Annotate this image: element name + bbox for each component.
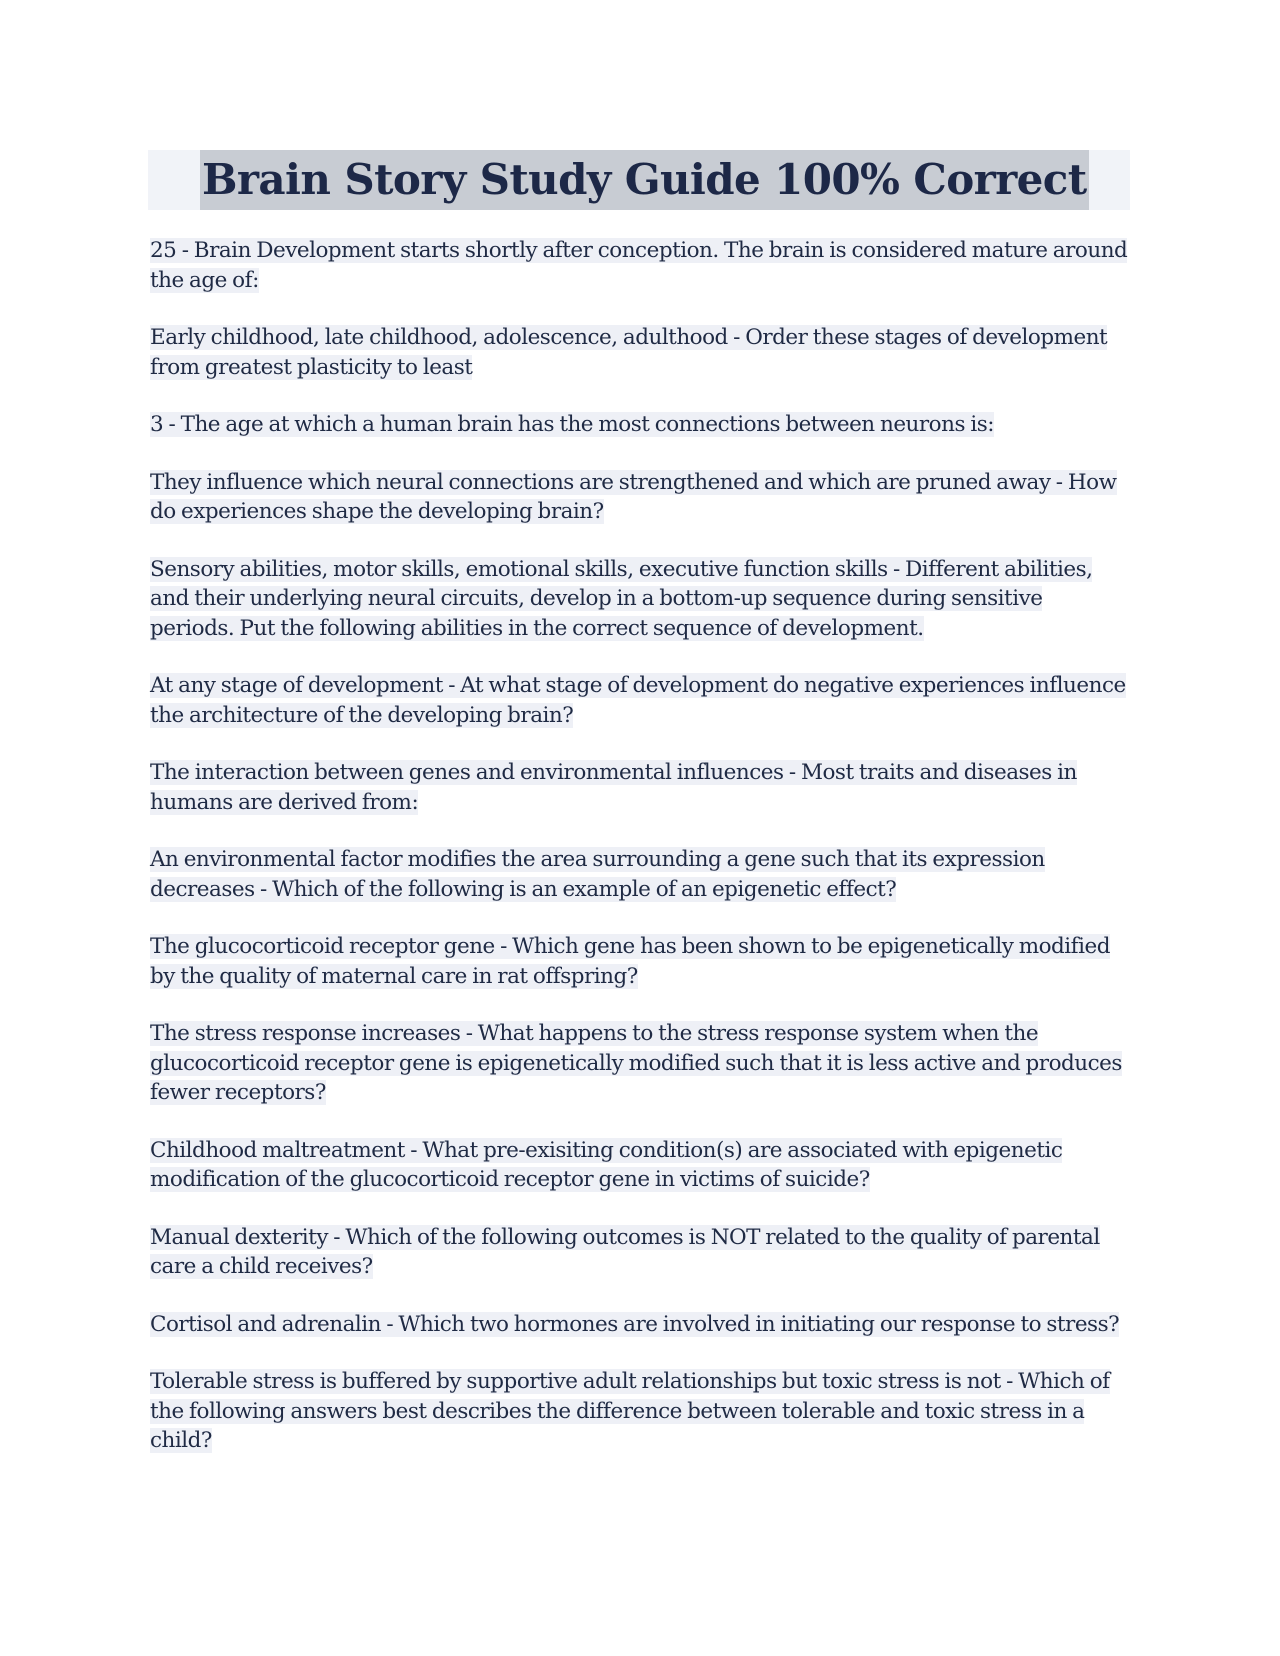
study-entry [150,468,1130,527]
entry-text: Sensory abilities, motor skills, emotional skills, executive function skills - Different abilities, and their underlying neural circuits, develop in a bottom-up sequence during sensitive periods. Put the following abilities in the correct sequence of development. [150,556,1093,641]
study-entry [150,1310,1130,1340]
study-entry [150,555,1130,644]
entry-text: The stress response increases - What happens to the stress response system when the glucocorticoid receptor gene is epigenetically modified such that it is less active and produces fewer receptors? [150,1021,1122,1105]
study-entry [150,758,1130,817]
entry-text: They influence which neural connections are strengthened and which are pruned away - How do experiences shape the developing brain? [150,469,1117,524]
entry-text: Childhood maltreatment - What pre-exisiting condition(s) are associated with epigenetic modification of the glucocorticoid receptor gene in victims of suicide? [150,1137,1063,1192]
entry-text: Cortisol and adrenalin - Which two hormones are involved in initiating our response to stress? [150,1311,1120,1337]
entry-text: At any stage of development - At what stage of development do negative experiences influence the architecture of the developing brain? [150,673,1126,728]
entry-text: 3 - The age at which a human brain has the most connections between neurons is: [150,412,994,437]
entry-text: Early childhood, late childhood, adolescence, adulthood - Order these stages of development from greatest plasticity to least [150,325,1108,380]
entry-text: The glucocorticoid receptor gene - Which gene has been shown to be epigenetically modified by the quality of maternal care in rat offspring? [150,934,1110,989]
entry-text: Manual dexterity - Which of the following outcomes is NOT related to the quality of parental care a child receives? [150,1224,1100,1279]
study-guide-entries [150,236,1130,1484]
entry-text: Tolerable stress is buffered by supportive adult relationships but toxic stress is not - Which of the following answers best describes the difference between tolerable and toxic stress in a child? [150,1369,1110,1453]
study-entry [150,1367,1130,1456]
study-entry [150,1019,1130,1108]
study-entry [150,671,1130,730]
study-entry [150,236,1130,295]
page-title: Brain Story Study Guide 100% Correct [200,150,1089,210]
study-entry [150,323,1130,382]
entry-text: 25 - Brain Development starts shortly after conception. The brain is considered mature around the age of: [150,238,1128,293]
study-entry [150,1223,1130,1282]
entry-text: An environmental factor modifies the area surrounding a gene such that its expression decreases - Which of the following is an example of an epigenetic effect? [150,847,1045,902]
study-entry [150,845,1130,904]
study-entry [150,1136,1130,1195]
entry-text: The interaction between genes and environmental influences - Most traits and diseases in humans are derived from: [150,760,1077,815]
study-entry [150,932,1130,991]
study-entry [150,410,1130,440]
